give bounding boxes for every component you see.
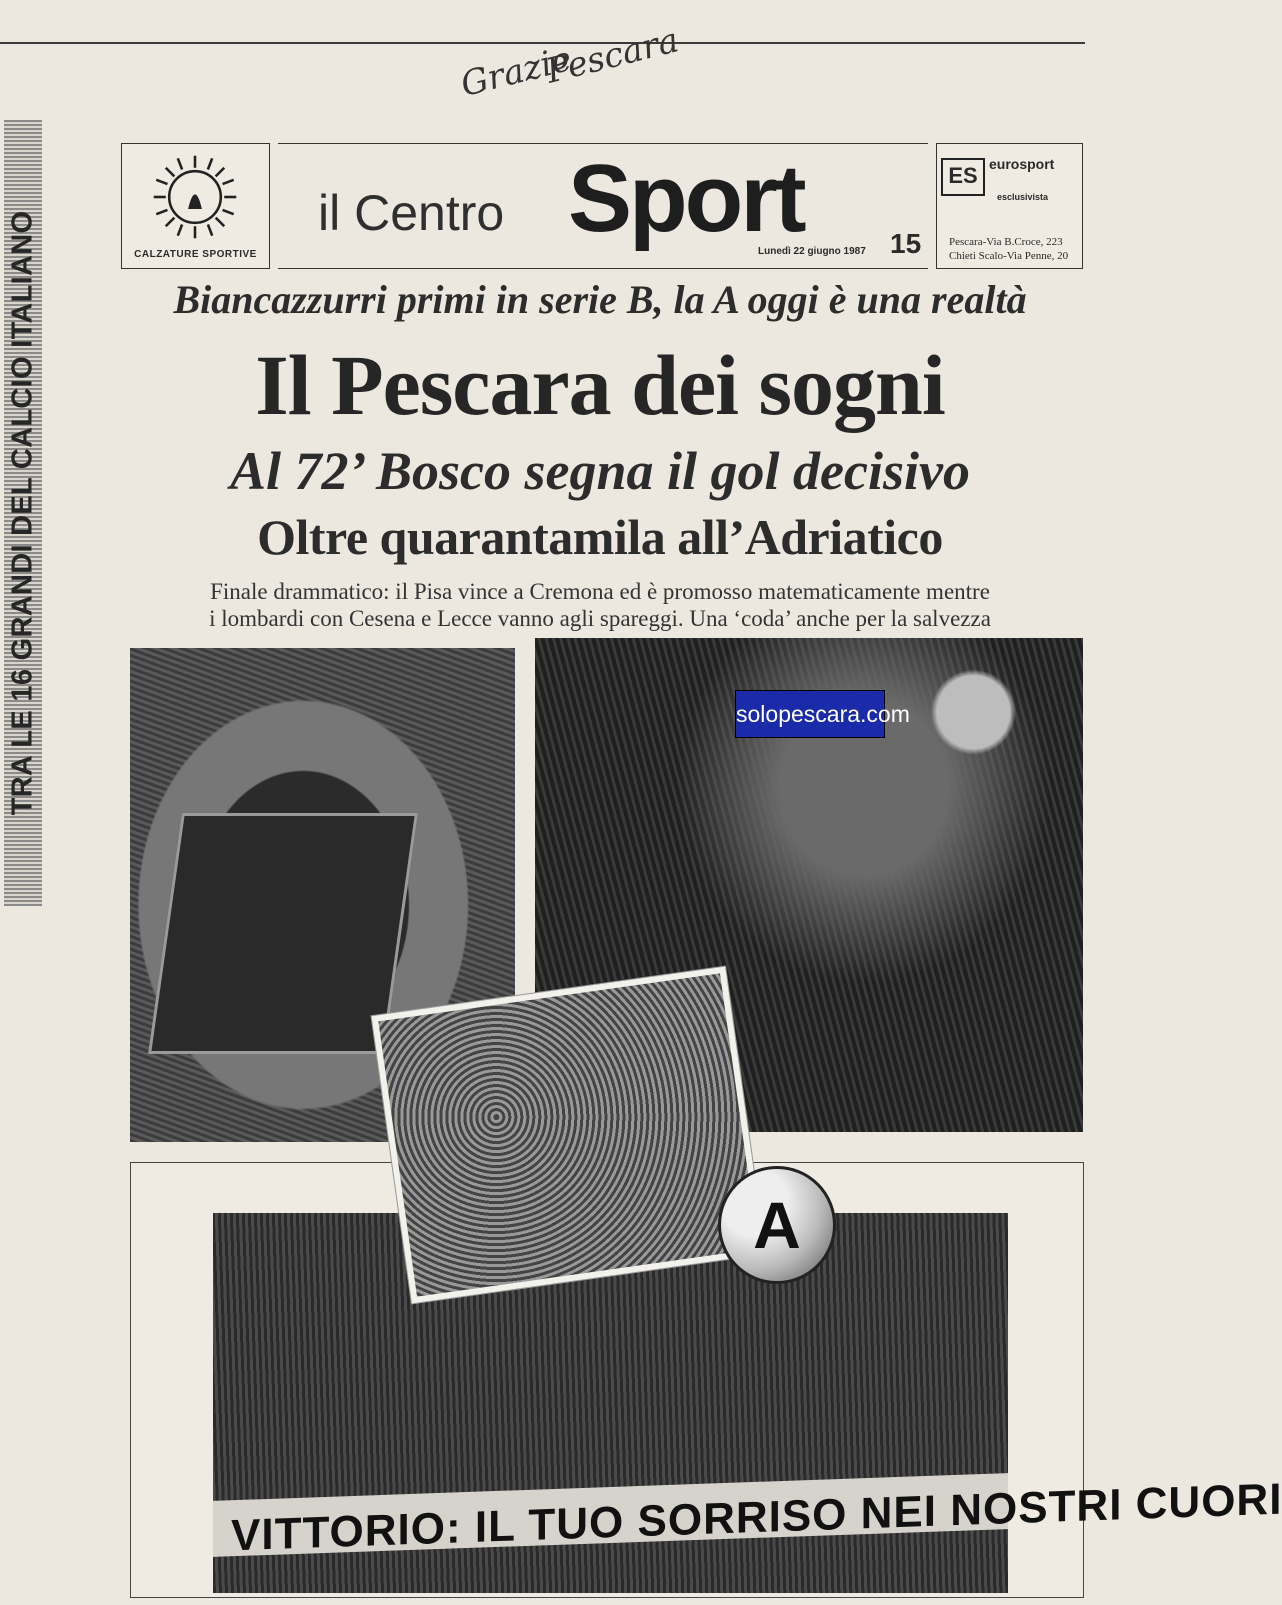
watermark-link[interactable]: solopescara.com xyxy=(735,690,885,738)
sponsor-left-box xyxy=(121,143,270,269)
paper-name: il Centro xyxy=(318,185,505,241)
subheadline-2: Oltre quarantamila all’Adriatico xyxy=(257,509,943,565)
summary-line-2: i lombardi con Cesena e Lecce vanno agli spareggi. Una ‘coda’ anche per la salvezza xyxy=(209,606,991,631)
sponsor-right-address1: Pescara-Via B.Croce, 223 xyxy=(949,236,1063,248)
grazie-pescara-script-title xyxy=(450,20,690,110)
kicker-headline: Biancazzurri primi in serie B, la A oggi è una realtà xyxy=(173,277,1027,322)
section-title: Sport xyxy=(568,145,804,252)
main-headline: Il Pescara dei sogni xyxy=(255,337,945,433)
sponsor-right-box xyxy=(936,143,1083,269)
eurosport-logo-icon: ES xyxy=(941,158,985,196)
script-title-line1: Grazie xyxy=(456,38,576,106)
summary xyxy=(120,578,1080,632)
issue-date: Lunedì 22 giugno 1987 xyxy=(758,246,866,257)
side-banner-text: TRA LE 16 GRANDI DEL CALCIO ITALIANO xyxy=(6,210,39,816)
masthead xyxy=(278,143,928,269)
ball-letter: A xyxy=(753,1188,801,1262)
summary-line-1: Finale drammatico: il Pisa vince a Cremona ed è promosso matematicamente mentre xyxy=(210,579,990,604)
script-title-line2: Pescara xyxy=(542,20,683,92)
page-number: 15 xyxy=(890,228,922,259)
sponsor-right-address2: Chieti Scalo-Via Penne, 20 xyxy=(949,250,1069,262)
photo-crowd-stands xyxy=(372,967,766,1304)
sponsor-right-tag: esclusivista xyxy=(997,192,1049,202)
sun-logo-icon xyxy=(152,154,238,240)
banner-text: VITTORIO: IL TUO SORRISO NEI NOSTRI CUORI xyxy=(231,1474,1282,1561)
side-banner xyxy=(4,120,42,906)
subheadline-1: Al 72’ Bosco segna il gol decisivo xyxy=(230,441,970,501)
football-a-icon xyxy=(718,1166,836,1284)
sponsor-right-name: eurosport xyxy=(989,156,1055,172)
sponsor-left-caption: CALZATURE SPORTIVE xyxy=(134,249,257,260)
